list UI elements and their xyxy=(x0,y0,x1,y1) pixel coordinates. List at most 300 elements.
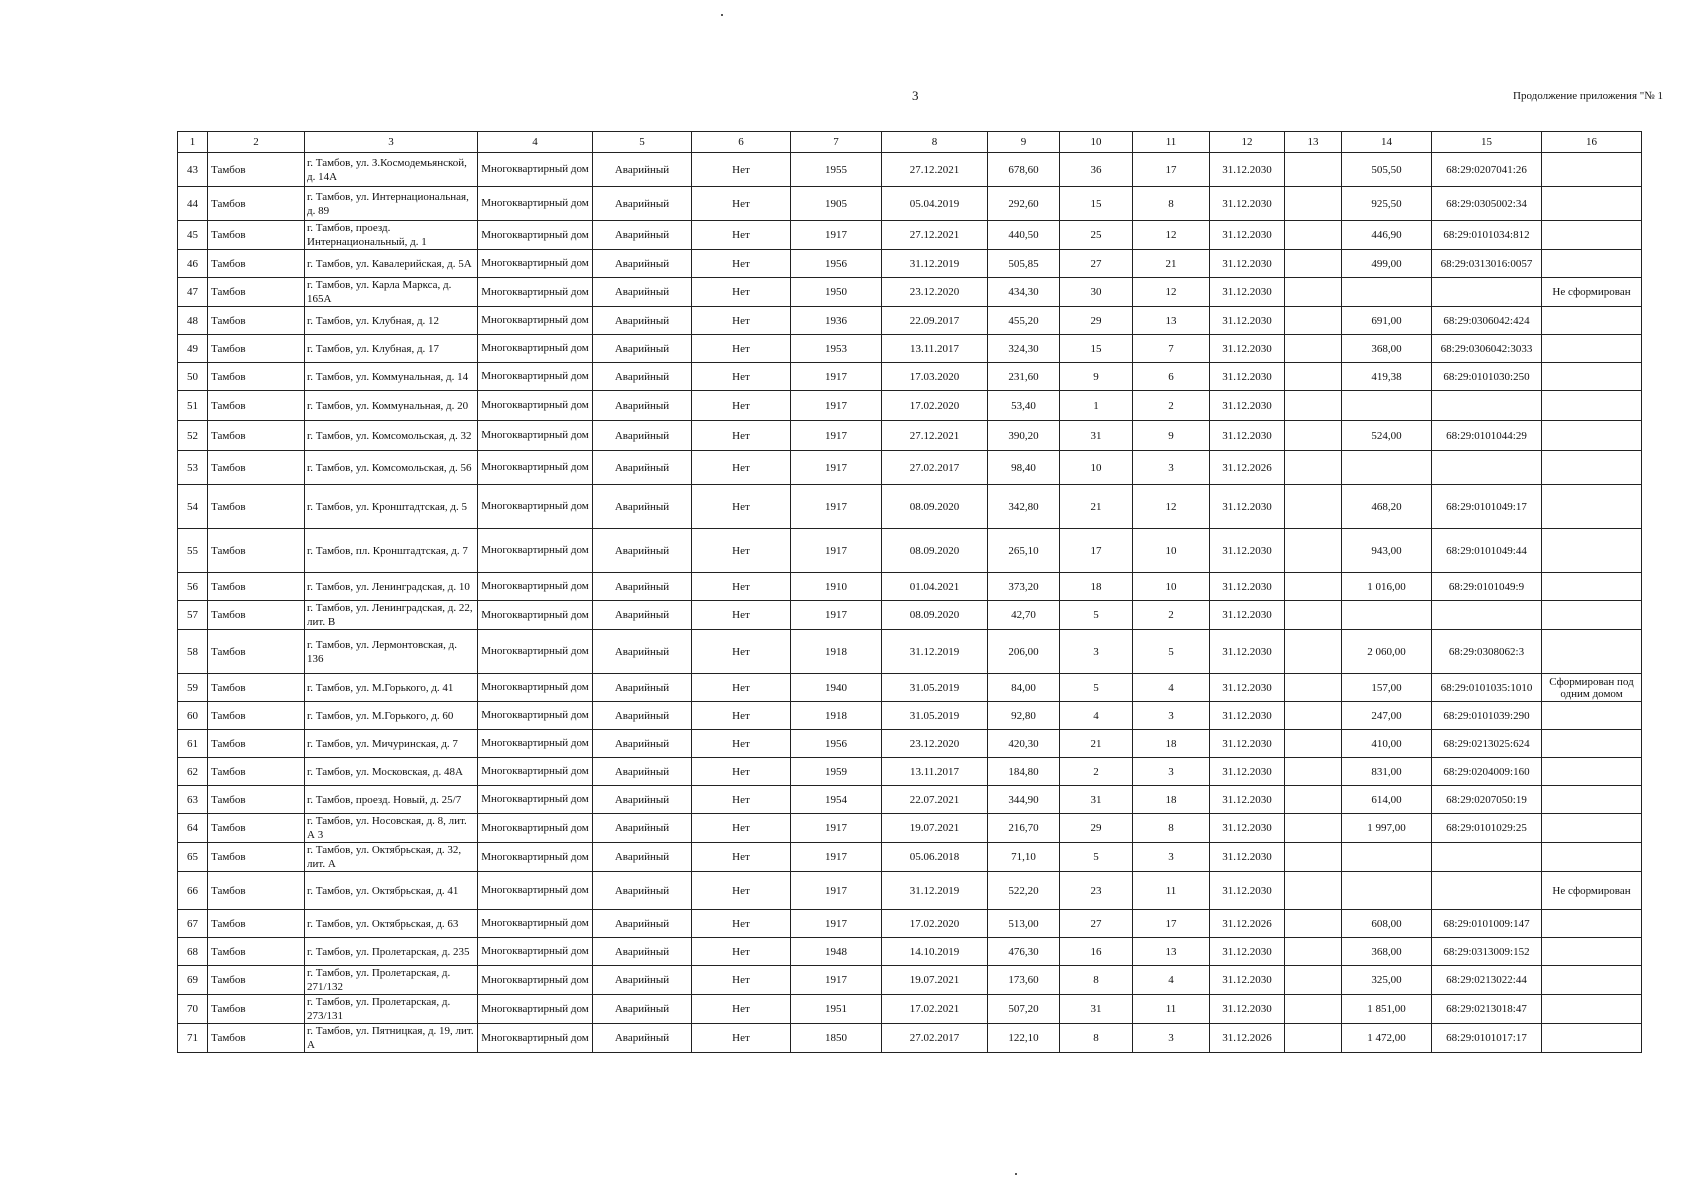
land-area-cell: 1 016,00 xyxy=(1342,573,1432,601)
land-area-cell: 925,50 xyxy=(1342,187,1432,221)
table-row xyxy=(178,674,1642,702)
cadastral-number-cell xyxy=(1432,451,1542,485)
column-13-cell xyxy=(1285,758,1342,786)
area-cell: 522,20 xyxy=(988,872,1060,910)
residents-cell: 17 xyxy=(1060,529,1133,573)
year-built-cell: 1951 xyxy=(791,995,882,1024)
residents-cell: 5 xyxy=(1060,843,1133,872)
column-header-10: 10 xyxy=(1060,132,1133,153)
condition-cell: Аварийный xyxy=(593,601,692,630)
area-cell: 216,70 xyxy=(988,814,1060,843)
city-cell: Тамбов xyxy=(208,307,305,335)
column-13-cell xyxy=(1285,730,1342,758)
condition-cell: Аварийный xyxy=(593,674,692,702)
land-area-cell: 1 472,00 xyxy=(1342,1024,1432,1053)
city-cell: Тамбов xyxy=(208,730,305,758)
deadline-cell: 31.12.2030 xyxy=(1210,995,1285,1024)
table-row xyxy=(178,730,1642,758)
cadastral-number-cell: 68:29:0101029:25 xyxy=(1432,814,1542,843)
city-cell: Тамбов xyxy=(208,630,305,674)
row-number-cell: 68 xyxy=(178,938,208,966)
column-13-cell xyxy=(1285,1024,1342,1053)
column-13-cell xyxy=(1285,391,1342,421)
residents-cell: 15 xyxy=(1060,187,1133,221)
column-13-cell xyxy=(1285,278,1342,307)
address-cell: г. Тамбов, ул. Коммунальная, д. 14 xyxy=(305,363,478,391)
condition-cell: Аварийный xyxy=(593,786,692,814)
recognition-date-cell: 31.05.2019 xyxy=(882,702,988,730)
address-cell: г. Тамбов, ул. Ленинградская, д. 22, лит. В xyxy=(305,601,478,630)
condition-cell: Аварийный xyxy=(593,730,692,758)
condition-cell: Аварийный xyxy=(593,910,692,938)
column-13-cell xyxy=(1285,307,1342,335)
deadline-cell: 31.12.2030 xyxy=(1210,872,1285,910)
cadastral-number-cell: 68:29:0101044:29 xyxy=(1432,421,1542,451)
column-13-cell xyxy=(1285,966,1342,995)
scan-artifact xyxy=(721,14,723,16)
year-built-cell: 1956 xyxy=(791,250,882,278)
area-cell: 420,30 xyxy=(988,730,1060,758)
residents-cell: 25 xyxy=(1060,221,1133,250)
residents-cell: 30 xyxy=(1060,278,1133,307)
condition-cell: Аварийный xyxy=(593,485,692,529)
flag-cell: Нет xyxy=(692,307,791,335)
cadastral-number-cell: 68:29:0101034:812 xyxy=(1432,221,1542,250)
land-area-cell xyxy=(1342,872,1432,910)
year-built-cell: 1917 xyxy=(791,391,882,421)
flag-cell: Нет xyxy=(692,702,791,730)
column-13-cell xyxy=(1285,786,1342,814)
recognition-date-cell: 14.10.2019 xyxy=(882,938,988,966)
condition-cell: Аварийный xyxy=(593,153,692,187)
deadline-cell: 31.12.2030 xyxy=(1210,730,1285,758)
recognition-date-cell: 13.11.2017 xyxy=(882,758,988,786)
table-row xyxy=(178,421,1642,451)
year-built-cell: 1917 xyxy=(791,872,882,910)
cadastral-number-cell: 68:29:0213025:624 xyxy=(1432,730,1542,758)
year-built-cell: 1917 xyxy=(791,601,882,630)
recognition-date-cell: 27.12.2021 xyxy=(882,221,988,250)
deadline-cell: 31.12.2030 xyxy=(1210,966,1285,995)
column-13-cell xyxy=(1285,529,1342,573)
recognition-date-cell: 27.12.2021 xyxy=(882,153,988,187)
city-cell: Тамбов xyxy=(208,335,305,363)
address-cell: г. Тамбов, ул. З.Космодемьянской, д. 14А xyxy=(305,153,478,187)
note-cell xyxy=(1542,995,1642,1024)
table-row xyxy=(178,307,1642,335)
year-built-cell: 1936 xyxy=(791,307,882,335)
column-13-cell xyxy=(1285,995,1342,1024)
deadline-cell: 31.12.2030 xyxy=(1210,674,1285,702)
flag-cell: Нет xyxy=(692,421,791,451)
building-type-cell: Многоквартирный дом xyxy=(478,601,593,630)
deadline-cell: 31.12.2030 xyxy=(1210,485,1285,529)
area-cell: 122,10 xyxy=(988,1024,1060,1053)
city-cell: Тамбов xyxy=(208,814,305,843)
area-cell: 231,60 xyxy=(988,363,1060,391)
row-number-cell: 53 xyxy=(178,451,208,485)
row-number-cell: 51 xyxy=(178,391,208,421)
building-type-cell: Многоквартирный дом xyxy=(478,843,593,872)
flag-cell: Нет xyxy=(692,278,791,307)
row-number-cell: 46 xyxy=(178,250,208,278)
apartments-cell: 4 xyxy=(1133,966,1210,995)
land-area-cell: 1 997,00 xyxy=(1342,814,1432,843)
residents-cell: 31 xyxy=(1060,421,1133,451)
cadastral-number-cell: 68:29:0306042:3033 xyxy=(1432,335,1542,363)
note-cell xyxy=(1542,843,1642,872)
column-header-1: 1 xyxy=(178,132,208,153)
note-cell xyxy=(1542,451,1642,485)
condition-cell: Аварийный xyxy=(593,995,692,1024)
cadastral-number-cell xyxy=(1432,601,1542,630)
deadline-cell: 31.12.2030 xyxy=(1210,702,1285,730)
apartments-cell: 17 xyxy=(1133,153,1210,187)
address-cell: г. Тамбов, ул. Интернациональная, д. 89 xyxy=(305,187,478,221)
city-cell: Тамбов xyxy=(208,601,305,630)
area-cell: 507,20 xyxy=(988,995,1060,1024)
area-cell: 342,80 xyxy=(988,485,1060,529)
deadline-cell: 31.12.2030 xyxy=(1210,335,1285,363)
residents-cell: 10 xyxy=(1060,451,1133,485)
year-built-cell: 1917 xyxy=(791,529,882,573)
area-cell: 206,00 xyxy=(988,630,1060,674)
table-row xyxy=(178,995,1642,1024)
deadline-cell: 31.12.2026 xyxy=(1210,1024,1285,1053)
column-13-cell xyxy=(1285,187,1342,221)
land-area-cell: 247,00 xyxy=(1342,702,1432,730)
building-type-cell: Многоквартирный дом xyxy=(478,674,593,702)
column-13-cell xyxy=(1285,153,1342,187)
building-type-cell: Многоквартирный дом xyxy=(478,910,593,938)
recognition-date-cell: 01.04.2021 xyxy=(882,573,988,601)
area-cell: 42,70 xyxy=(988,601,1060,630)
condition-cell: Аварийный xyxy=(593,421,692,451)
apartments-cell: 12 xyxy=(1133,278,1210,307)
note-cell xyxy=(1542,250,1642,278)
area-cell: 184,80 xyxy=(988,758,1060,786)
recognition-date-cell: 31.05.2019 xyxy=(882,674,988,702)
row-number-cell: 56 xyxy=(178,573,208,601)
residents-cell: 5 xyxy=(1060,674,1133,702)
building-type-cell: Многоквартирный дом xyxy=(478,872,593,910)
apartments-cell: 17 xyxy=(1133,910,1210,938)
note-cell xyxy=(1542,1024,1642,1053)
year-built-cell: 1953 xyxy=(791,335,882,363)
area-cell: 84,00 xyxy=(988,674,1060,702)
cadastral-number-cell: 68:29:0207041:26 xyxy=(1432,153,1542,187)
land-area-cell: 325,00 xyxy=(1342,966,1432,995)
row-number-cell: 71 xyxy=(178,1024,208,1053)
emergency-housing-table xyxy=(177,131,1642,1053)
deadline-cell: 31.12.2030 xyxy=(1210,786,1285,814)
year-built-cell: 1948 xyxy=(791,938,882,966)
flag-cell: Нет xyxy=(692,187,791,221)
recognition-date-cell: 08.09.2020 xyxy=(882,601,988,630)
note-cell xyxy=(1542,938,1642,966)
year-built-cell: 1905 xyxy=(791,187,882,221)
residents-cell: 8 xyxy=(1060,966,1133,995)
address-cell: г. Тамбов, ул. М.Горького, д. 60 xyxy=(305,702,478,730)
flag-cell: Нет xyxy=(692,730,791,758)
address-cell: г. Тамбов, ул. М.Горького, д. 41 xyxy=(305,674,478,702)
recognition-date-cell: 19.07.2021 xyxy=(882,814,988,843)
column-13-cell xyxy=(1285,363,1342,391)
land-area-cell: 608,00 xyxy=(1342,910,1432,938)
row-number-cell: 44 xyxy=(178,187,208,221)
column-13-cell xyxy=(1285,250,1342,278)
year-built-cell: 1959 xyxy=(791,758,882,786)
condition-cell: Аварийный xyxy=(593,529,692,573)
note-cell: Сформирован под одним домом xyxy=(1542,674,1642,702)
land-area-cell: 419,38 xyxy=(1342,363,1432,391)
land-area-cell: 499,00 xyxy=(1342,250,1432,278)
column-header-2: 2 xyxy=(208,132,305,153)
row-number-cell: 58 xyxy=(178,630,208,674)
note-cell xyxy=(1542,363,1642,391)
row-number-cell: 54 xyxy=(178,485,208,529)
note-cell xyxy=(1542,529,1642,573)
deadline-cell: 31.12.2030 xyxy=(1210,758,1285,786)
flag-cell: Нет xyxy=(692,786,791,814)
column-13-cell xyxy=(1285,814,1342,843)
table-row xyxy=(178,630,1642,674)
recognition-date-cell: 23.12.2020 xyxy=(882,278,988,307)
flag-cell: Нет xyxy=(692,250,791,278)
city-cell: Тамбов xyxy=(208,843,305,872)
cadastral-number-cell: 68:29:0101017:17 xyxy=(1432,1024,1542,1053)
residents-cell: 16 xyxy=(1060,938,1133,966)
land-area-cell: 1 851,00 xyxy=(1342,995,1432,1024)
building-type-cell: Многоквартирный дом xyxy=(478,730,593,758)
row-number-cell: 67 xyxy=(178,910,208,938)
area-cell: 390,20 xyxy=(988,421,1060,451)
apartments-cell: 5 xyxy=(1133,630,1210,674)
row-number-cell: 66 xyxy=(178,872,208,910)
apartments-cell: 3 xyxy=(1133,843,1210,872)
condition-cell: Аварийный xyxy=(593,872,692,910)
column-header-4: 4 xyxy=(478,132,593,153)
deadline-cell: 31.12.2030 xyxy=(1210,187,1285,221)
scan-artifact xyxy=(1015,1173,1017,1175)
table-row xyxy=(178,278,1642,307)
address-cell: г. Тамбов, ул. Клубная, д. 12 xyxy=(305,307,478,335)
apartments-cell: 2 xyxy=(1133,391,1210,421)
residents-cell: 23 xyxy=(1060,872,1133,910)
apartments-cell: 4 xyxy=(1133,674,1210,702)
area-cell: 373,20 xyxy=(988,573,1060,601)
table-row xyxy=(178,250,1642,278)
residents-cell: 15 xyxy=(1060,335,1133,363)
land-area-cell: 691,00 xyxy=(1342,307,1432,335)
condition-cell: Аварийный xyxy=(593,573,692,601)
apartments-cell: 3 xyxy=(1133,702,1210,730)
land-area-cell xyxy=(1342,278,1432,307)
city-cell: Тамбов xyxy=(208,573,305,601)
flag-cell: Нет xyxy=(692,601,791,630)
note-cell xyxy=(1542,702,1642,730)
land-area-cell: 368,00 xyxy=(1342,938,1432,966)
year-built-cell: 1917 xyxy=(791,221,882,250)
cadastral-number-cell: 68:29:0101039:290 xyxy=(1432,702,1542,730)
building-type-cell: Многоквартирный дом xyxy=(478,451,593,485)
note-cell xyxy=(1542,910,1642,938)
row-number-cell: 43 xyxy=(178,153,208,187)
address-cell: г. Тамбов, ул. Комсомольская, д. 56 xyxy=(305,451,478,485)
land-area-cell: 446,90 xyxy=(1342,221,1432,250)
city-cell: Тамбов xyxy=(208,910,305,938)
area-cell: 53,40 xyxy=(988,391,1060,421)
year-built-cell: 1918 xyxy=(791,630,882,674)
deadline-cell: 31.12.2026 xyxy=(1210,910,1285,938)
building-type-cell: Многоквартирный дом xyxy=(478,1024,593,1053)
land-area-cell xyxy=(1342,601,1432,630)
recognition-date-cell: 22.09.2017 xyxy=(882,307,988,335)
column-13-cell xyxy=(1285,843,1342,872)
cadastral-number-cell: 68:29:0308062:3 xyxy=(1432,630,1542,674)
note-cell xyxy=(1542,307,1642,335)
recognition-date-cell: 17.02.2021 xyxy=(882,995,988,1024)
year-built-cell: 1917 xyxy=(791,421,882,451)
building-type-cell: Многоквартирный дом xyxy=(478,187,593,221)
year-built-cell: 1954 xyxy=(791,786,882,814)
column-13-cell xyxy=(1285,630,1342,674)
column-13-cell xyxy=(1285,221,1342,250)
recognition-date-cell: 27.02.2017 xyxy=(882,1024,988,1053)
residents-cell: 4 xyxy=(1060,702,1133,730)
flag-cell: Нет xyxy=(692,843,791,872)
building-type-cell: Многоквартирный дом xyxy=(478,786,593,814)
cadastral-number-cell: 68:29:0305002:34 xyxy=(1432,187,1542,221)
land-area-cell: 410,00 xyxy=(1342,730,1432,758)
area-cell: 324,30 xyxy=(988,335,1060,363)
flag-cell: Нет xyxy=(692,1024,791,1053)
address-cell: г. Тамбов, ул. Пролетарская, д. 235 xyxy=(305,938,478,966)
address-cell: г. Тамбов, ул. Мичуринская, д. 7 xyxy=(305,730,478,758)
note-cell xyxy=(1542,153,1642,187)
cadastral-number-cell: 68:29:0207050:19 xyxy=(1432,786,1542,814)
row-number-cell: 52 xyxy=(178,421,208,451)
condition-cell: Аварийный xyxy=(593,278,692,307)
row-number-cell: 55 xyxy=(178,529,208,573)
table-row xyxy=(178,529,1642,573)
row-number-cell: 57 xyxy=(178,601,208,630)
address-cell: г. Тамбов, ул. Носовская, д. 8, лит. А 3 xyxy=(305,814,478,843)
condition-cell: Аварийный xyxy=(593,702,692,730)
column-13-cell xyxy=(1285,938,1342,966)
building-type-cell: Многоквартирный дом xyxy=(478,335,593,363)
row-number-cell: 63 xyxy=(178,786,208,814)
address-cell: г. Тамбов, ул. Октябрьская, д. 41 xyxy=(305,872,478,910)
city-cell: Тамбов xyxy=(208,391,305,421)
note-cell xyxy=(1542,391,1642,421)
column-header-15: 15 xyxy=(1432,132,1542,153)
deadline-cell: 31.12.2030 xyxy=(1210,250,1285,278)
address-cell: г. Тамбов, ул. Карла Маркса, д. 165А xyxy=(305,278,478,307)
recognition-date-cell: 05.04.2019 xyxy=(882,187,988,221)
building-type-cell: Многоквартирный дом xyxy=(478,702,593,730)
building-type-cell: Многоквартирный дом xyxy=(478,221,593,250)
residents-cell: 21 xyxy=(1060,730,1133,758)
note-cell: Не сформирован xyxy=(1542,872,1642,910)
note-cell xyxy=(1542,335,1642,363)
flag-cell: Нет xyxy=(692,872,791,910)
cadastral-number-cell: 68:29:0101009:147 xyxy=(1432,910,1542,938)
table-row xyxy=(178,910,1642,938)
apartments-cell: 3 xyxy=(1133,758,1210,786)
area-cell: 505,85 xyxy=(988,250,1060,278)
note-cell xyxy=(1542,187,1642,221)
recognition-date-cell: 05.06.2018 xyxy=(882,843,988,872)
address-cell: г. Тамбов, ул. Кронштадтская, д. 5 xyxy=(305,485,478,529)
residents-cell: 3 xyxy=(1060,630,1133,674)
column-header-7: 7 xyxy=(791,132,882,153)
table-row xyxy=(178,391,1642,421)
row-number-cell: 65 xyxy=(178,843,208,872)
deadline-cell: 31.12.2030 xyxy=(1210,814,1285,843)
land-area-cell: 943,00 xyxy=(1342,529,1432,573)
land-area-cell: 831,00 xyxy=(1342,758,1432,786)
deadline-cell: 31.12.2030 xyxy=(1210,601,1285,630)
column-header-11: 11 xyxy=(1133,132,1210,153)
year-built-cell: 1917 xyxy=(791,451,882,485)
table-row xyxy=(178,221,1642,250)
residents-cell: 27 xyxy=(1060,250,1133,278)
flag-cell: Нет xyxy=(692,630,791,674)
apartments-cell: 9 xyxy=(1133,421,1210,451)
apartments-cell: 13 xyxy=(1133,938,1210,966)
row-number-cell: 50 xyxy=(178,363,208,391)
flag-cell: Нет xyxy=(692,363,791,391)
table-row xyxy=(178,335,1642,363)
deadline-cell: 31.12.2030 xyxy=(1210,529,1285,573)
year-built-cell: 1917 xyxy=(791,363,882,391)
table-row xyxy=(178,786,1642,814)
condition-cell: Аварийный xyxy=(593,814,692,843)
table-row xyxy=(178,187,1642,221)
cadastral-number-cell: 68:29:0101030:250 xyxy=(1432,363,1542,391)
table-row xyxy=(178,601,1642,630)
table-row xyxy=(178,814,1642,843)
condition-cell: Аварийный xyxy=(593,221,692,250)
note-cell xyxy=(1542,786,1642,814)
note-cell: Не сформирован xyxy=(1542,278,1642,307)
land-area-cell xyxy=(1342,843,1432,872)
land-area-cell: 157,00 xyxy=(1342,674,1432,702)
table-row xyxy=(178,153,1642,187)
note-cell xyxy=(1542,573,1642,601)
column-13-cell xyxy=(1285,335,1342,363)
recognition-date-cell: 27.12.2021 xyxy=(882,421,988,451)
condition-cell: Аварийный xyxy=(593,843,692,872)
area-cell: 344,90 xyxy=(988,786,1060,814)
flag-cell: Нет xyxy=(692,573,791,601)
column-13-cell xyxy=(1285,573,1342,601)
column-header-9: 9 xyxy=(988,132,1060,153)
cadastral-number-cell: 68:29:0306042:424 xyxy=(1432,307,1542,335)
land-area-cell: 614,00 xyxy=(1342,786,1432,814)
column-13-cell xyxy=(1285,485,1342,529)
apartments-cell: 21 xyxy=(1133,250,1210,278)
recognition-date-cell: 23.12.2020 xyxy=(882,730,988,758)
year-built-cell: 1917 xyxy=(791,814,882,843)
flag-cell: Нет xyxy=(692,995,791,1024)
area-cell: 476,30 xyxy=(988,938,1060,966)
city-cell: Тамбов xyxy=(208,758,305,786)
cadastral-number-cell xyxy=(1432,843,1542,872)
column-header-3: 3 xyxy=(305,132,478,153)
city-cell: Тамбов xyxy=(208,1024,305,1053)
